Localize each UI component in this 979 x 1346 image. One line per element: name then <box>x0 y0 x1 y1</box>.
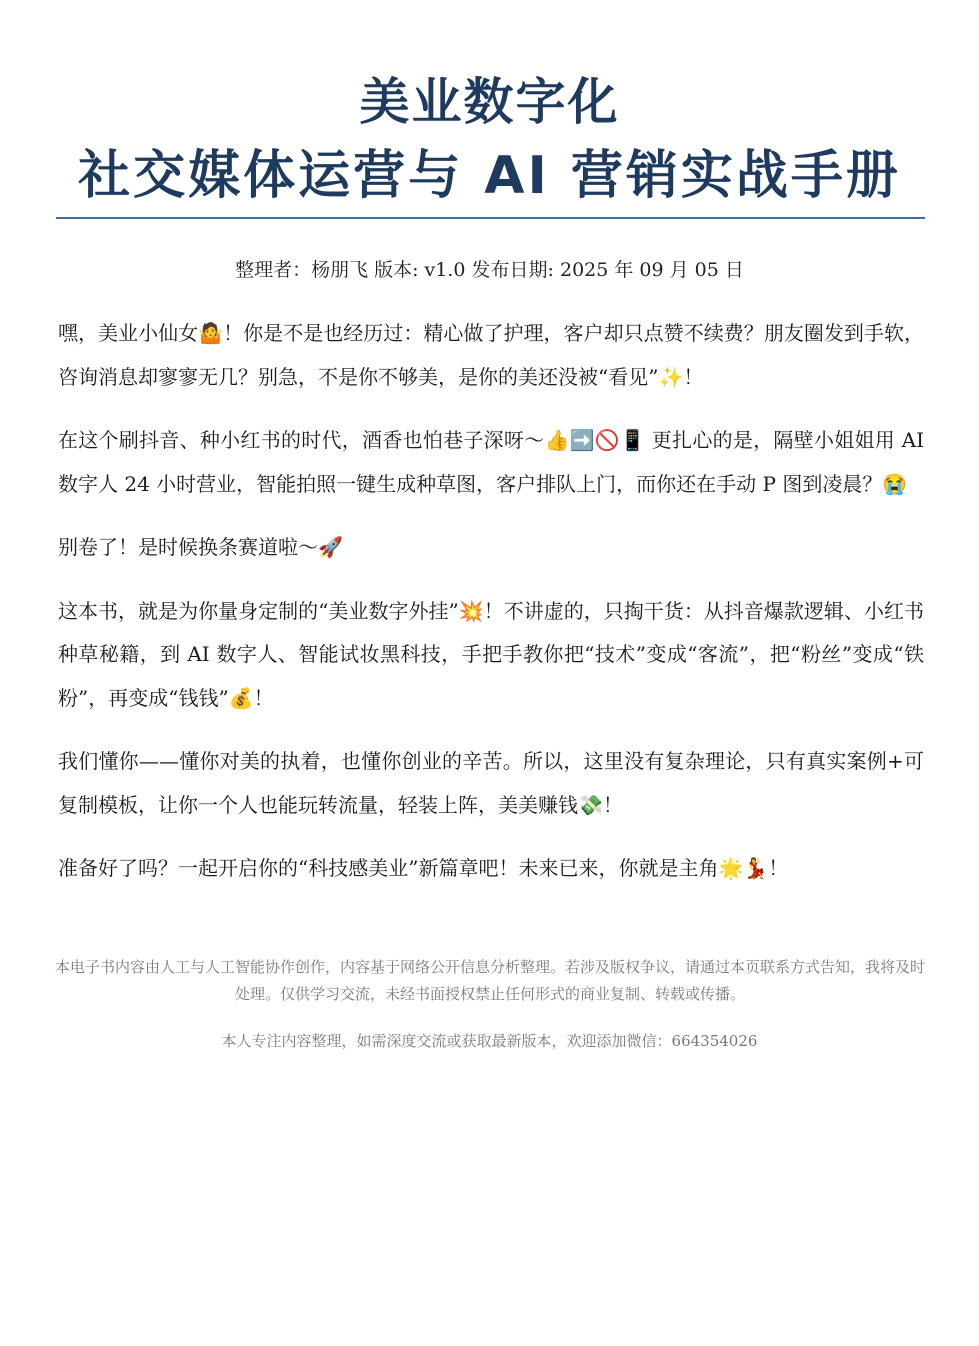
copyright-disclaimer: 本电子书内容由人工与人工智能协作创作，内容基于网络公开信息分析整理。若涉及版权争议，请通过本页联系方式告知，我将及时处理。仅供学习交流，未经书面授权禁止任何形式的商业复制、转载或传播。 <box>54 958 925 1003</box>
paragraph-book-intro: 这本书，就是为你量身定制的“美业数字外挂”💥！不讲虚的，只掏干货：从抖音爆款逻辑、小红书种草秘籍，到 AI 数字人、智能试妆黑科技，手把手教你把“技术”变成“客流”，把“粉丝”变成“铁粉”，再变成“钱钱”💰！ <box>58 598 924 710</box>
intro-body <box>58 312 924 911</box>
title-divider <box>56 217 925 219</box>
contact-note: 本人专注内容整理，如需深度交流或获取最新版本，欢迎添加微信：664354026 <box>221 1032 758 1050</box>
title-line-1: 美业数字化 <box>359 73 620 131</box>
paragraph-greeting: 嘿，美业小仙女🤷！你是不是也经历过：精心做了护理，客户却只点赞不续费？朋友圈发到手软，咨询消息却寥寥无几？别急，不是你不够美，是你的美还没被“看见”✨！ <box>58 321 924 389</box>
paragraph-context: 在这个刷抖音、种小红书的时代，酒香也怕巷子深呀～👍➡️🚫📱 更扎心的是，隔壁小姐姐用 AI 数字人 24 小时营业，智能拍照一键生成种草图，客户排队上门，而你还在手动 P 图到凌晨？😭 <box>58 428 924 496</box>
document-meta: 整理者：杨朋飞 版本: v1.0 发布日期: 2025 年 09 月 05 日 <box>235 259 744 281</box>
paragraph-closing: 准备好了吗？一起开启你的“科技感美业”新篇章吧！未来已来，你就是主角🌟💃！ <box>58 856 789 880</box>
paragraph-call: 别卷了！是时候换条赛道啦～🚀 <box>58 535 343 559</box>
paragraph-empathy: 我们懂你——懂你对美的执着，也懂你创业的辛苦。所以，这里没有复杂理论，只有真实案例+可复制模板，让你一个人也能玩转流量，轻装上阵，美美赚钱💸！ <box>58 749 924 817</box>
title-line-2: 社交媒体运营与 AI 营销实战手册 <box>78 146 901 206</box>
